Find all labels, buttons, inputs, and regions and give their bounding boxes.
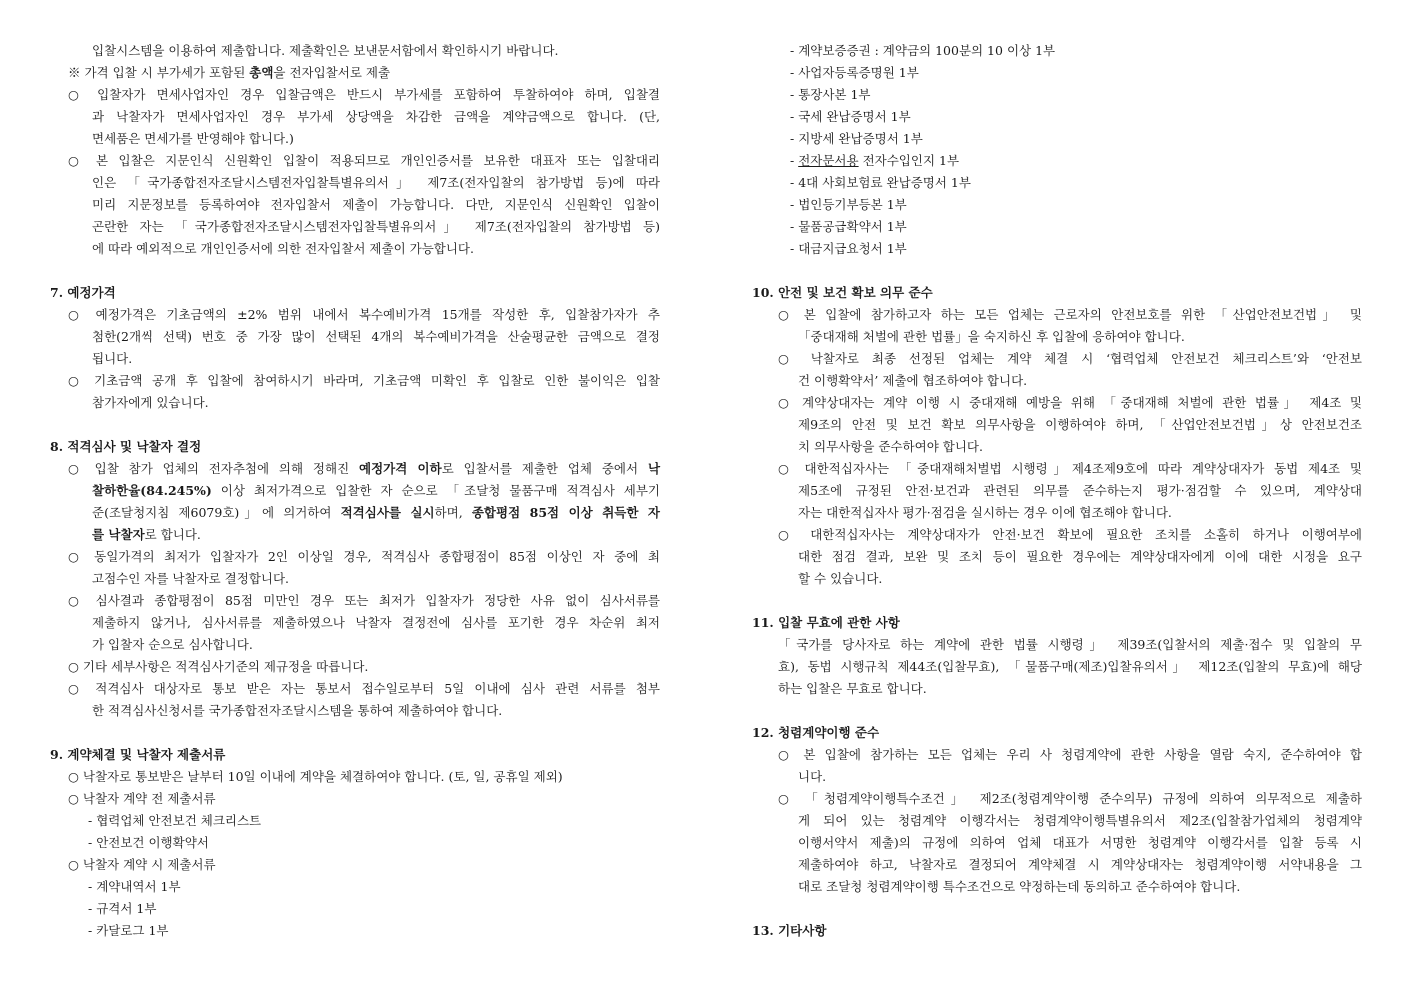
text-line: [50, 568, 660, 590]
text-segment: 7. 예정가격: [50, 285, 116, 300]
text-line: [752, 634, 1362, 656]
text-segment: 적격심사를 실시: [340, 505, 435, 520]
text-segment: - 대금지급요청서 1부: [790, 241, 907, 256]
text-segment: 「중대재해 처벌에 관한 법률」을 숙지하신 후 입찰에 응하여야 합니다.: [798, 329, 1185, 344]
text-line: [50, 920, 660, 942]
text-segment: 이행서약서 제출)의 규정에 의하여 업체 대표가 서명한 청렴계약 이행각서를 입찰 등록 시: [798, 835, 1362, 850]
text-segment: 면세품은 면세가를 반영해야 합니다.): [92, 131, 294, 146]
text-segment: 을 전자입찰서로 제출: [273, 65, 391, 80]
text-line: [50, 832, 660, 854]
text-segment: 제9조의 안전 및 보건 확보 의무사항을 이행하여야 하며, 「산업안전보건법」상 안전보건조: [798, 417, 1362, 432]
text-line: [752, 370, 1362, 392]
text-segment: ○ 예정가격은 기초금액의 ±2% 범위 내에서 복수예비가격 15개를 작성한 후, 입찰참가자가 추: [68, 307, 660, 322]
text-line: [50, 304, 660, 326]
text-line: [752, 326, 1362, 348]
text-line: [50, 392, 660, 414]
text-segment: 로 합니다.: [144, 527, 201, 542]
text-line: [752, 480, 1362, 502]
text-line: [752, 524, 1362, 546]
text-segment: 전자수입인지 1부: [858, 153, 960, 168]
text-line: [752, 238, 1362, 260]
text-segment: - 사업자등록증명원 1부: [790, 65, 919, 80]
text-segment: 10. 안전 및 보건 확보 의무 준수: [752, 285, 933, 300]
text-segment: 할 수 있습니다.: [798, 571, 883, 586]
text-segment: 입찰시스템을 이용하여 제출합니다. 제출확인은 보낸문서함에서 확인하시기 바랍니다.: [92, 43, 559, 58]
text-segment: ○ 기초금액 공개 후 입찰에 참여하시기 바라며, 기초금액 미확인 후 입찰로 인한 불이익은 입찰: [68, 373, 660, 388]
text-segment: 게 되어 있는 청렴계약 이행각서는 청렴계약이행특별유의서 제2조(입찰참가업체의 청렴계약: [798, 813, 1362, 828]
text-segment: ○ 낙찰자로 최종 선정된 업체는 계약 체결 시 ‘협력업체 안전보건 체크리스트’와 ‘안전보: [778, 351, 1362, 366]
text-line: [50, 810, 660, 832]
text-line: [752, 40, 1362, 62]
text-segment: 13. 기타사항: [752, 923, 827, 938]
text-segment: - 규격서 1부: [88, 901, 157, 916]
text-segment: - 지방세 완납증명서 1부: [790, 131, 923, 146]
section-heading: [752, 722, 1362, 744]
text-line: [752, 172, 1362, 194]
text-segment: 과 낙찰자가 면세사업자인 경우 부가세 상당액을 차감한 금액을 계약금액으로 합니다. (단,: [92, 109, 660, 124]
text-line: [752, 216, 1362, 238]
text-segment: 됩니다.: [92, 351, 133, 366]
text-segment: - 카달로그 1부: [88, 923, 169, 938]
section-heading: [50, 436, 660, 458]
text-segment: 첨한(2개씩 선택) 번호 중 가장 많이 선택된 4개의 복수예비가격을 산술평균한 금액으로 결정: [92, 329, 660, 344]
text-line: [50, 194, 660, 216]
text-line: [50, 590, 660, 612]
text-segment: 한 적격심사신청서를 국가종합전자조달시스템을 통하여 제출하여야 합니다.: [92, 703, 503, 718]
text-segment: 치 의무사항을 준수하여야 합니다.: [798, 439, 983, 454]
text-line: [752, 150, 1362, 172]
text-line: [50, 40, 660, 62]
text-line: [50, 898, 660, 920]
text-segment: 찰하한율(84.245%): [92, 483, 212, 498]
text-segment: - 4대 사회보험료 완납증명서 1부: [790, 175, 971, 190]
text-line: [752, 810, 1362, 832]
text-segment: ○ 본 입찰에 참가하는 모든 업체는 우리 사 청렴계약에 관한 사항을 열람 숙지, 준수하여야 합: [778, 747, 1362, 762]
text-segment: 8. 적격심사 및 낙찰자 결정: [50, 439, 202, 454]
text-segment: 대한 점검 결과, 보완 및 조치 등이 필요한 경우에는 계약상대자에게 이에 대한 시정을 요구: [798, 549, 1362, 564]
text-line: [752, 546, 1362, 568]
text-segment: ○ 계약상대자는 계약 이행 시 중대재해 예방을 위해 「중대재해 처벌에 관한 법률」 제4조 및: [778, 395, 1362, 410]
text-segment: - 계약내역서 1부: [88, 879, 181, 894]
text-line: [752, 656, 1362, 678]
text-segment: ○ 낙찰자 계약 전 제출서류: [68, 791, 216, 806]
text-segment: 제출하여야 하고, 낙찰자로 결정되어 계약체결 시 계약상대자는 청렴계약이행 서약내용을 그: [798, 857, 1362, 872]
text-segment: 낙: [647, 461, 661, 476]
text-segment: 인은 「국가종합전자조달시스템전자입찰특별유의서」 제7조(전자입찰의 참가방법 등)에 따라: [92, 175, 660, 190]
text-line: [50, 656, 660, 678]
text-segment: ○ 심사결과 종합평점이 85점 미만인 경우 또는 최저가 입찰자가 정당한 사유 없이 심사서류를: [68, 593, 660, 608]
text-segment: - 협력업체 안전보건 체크리스트: [88, 813, 262, 828]
text-segment: 를 낙찰자: [92, 527, 145, 542]
section-heading: [752, 282, 1362, 304]
text-segment: 대로 조달청 청렴계약이행 특수조건으로 약정하는데 동의하고 준수하여야 합니다.: [798, 879, 1241, 894]
text-segment: 곤란한 자는 「국가종합전자조달시스템전자입찰특별유의서」 제7조(전자입찰의 참가방법 등): [92, 219, 660, 234]
text-line: [50, 150, 660, 172]
text-segment: 이상 최저가격으로 입찰한 자 순으로 「조달청 물품구매 적격심사 세부기: [211, 483, 660, 498]
text-line: [752, 458, 1362, 480]
text-line: [752, 304, 1362, 326]
text-line: [50, 612, 660, 634]
section-heading: [50, 744, 660, 766]
text-segment: - 통장사본 1부: [790, 87, 871, 102]
text-segment: 니다.: [798, 769, 827, 784]
text-line: [50, 766, 660, 788]
text-segment: 하며,: [434, 505, 472, 520]
text-segment: ○ 본 입찰에 참가하고자 하는 모든 업체는 근로자의 안전보호를 위한 「산업안전보건법」 및: [778, 307, 1362, 322]
text-segment: ○ 입찰 참가 업체의 전자추첨에 의해 정해진: [68, 461, 360, 476]
text-segment: ○ 적격심사 대상자로 통보 받은 자는 통보서 접수일로부터 5일 이내에 심사 관련 서류를 첨부: [68, 681, 660, 696]
section-heading: [752, 612, 1362, 634]
text-segment: ○ 낙찰자로 통보받은 날부터 10일 이내에 계약을 체결하여야 합니다. (토, 일, 공휴일 제외): [68, 769, 563, 784]
text-line: [752, 678, 1362, 700]
text-segment: ○ 기타 세부사항은 적격심사기준의 제규정을 따릅니다.: [68, 659, 369, 674]
text-line: [50, 84, 660, 106]
text-line: [50, 700, 660, 722]
text-line: [50, 62, 660, 84]
text-segment: 전자문서용: [798, 153, 859, 168]
text-line: [752, 876, 1362, 898]
text-segment: ○ 입찰자가 면세사업자인 경우 입찰금액은 반드시 부가세를 포함하여 투찰하여야 하며, 입찰결: [68, 87, 660, 102]
text-segment: 미리 지문정보를 등록하여야 전자입찰서 제출이 가능합니다. 다만, 지문인식 신원확인 입찰이: [92, 197, 660, 212]
text-line: [752, 788, 1362, 810]
text-segment: ○ 낙찰자 계약 시 제출서류: [68, 857, 216, 872]
text-line: [752, 568, 1362, 590]
text-line: [752, 832, 1362, 854]
text-line: [50, 788, 660, 810]
text-segment: 9. 계약체결 및 낙찰자 제출서류: [50, 747, 226, 762]
text-line: [752, 62, 1362, 84]
text-line: [752, 84, 1362, 106]
text-segment: 하는 입찰은 무효로 합니다.: [778, 681, 927, 696]
text-line: [50, 678, 660, 700]
text-segment: 자는 대한적십자사 평가·점검을 실시하는 경우 이에 협조해야 합니다.: [798, 505, 1172, 520]
text-line: [50, 854, 660, 876]
text-line: [50, 370, 660, 392]
text-segment: 가 입찰자 순으로 심사합니다.: [92, 637, 253, 652]
text-line: [752, 436, 1362, 458]
text-line: [50, 106, 660, 128]
text-line: [752, 392, 1362, 414]
text-line: [50, 876, 660, 898]
text-segment: - 물품공급확약서 1부: [790, 219, 907, 234]
text-line: [50, 480, 660, 502]
text-segment: 에 따라 예외적으로 개인인증서에 의한 전자입찰서 제출이 가능합니다.: [92, 241, 474, 256]
text-segment: ○ 대한적십자사는 계약상대자가 안전·보건 확보에 필요한 조치를 소홀히 하거나 이행여부에: [778, 527, 1362, 542]
text-segment: - 국세 완납증명서 1부: [790, 109, 911, 124]
text-segment: 11. 입찰 무효에 관한 사항: [752, 615, 900, 630]
text-segment: ○ 「청렴계약이행특수조건」 제2조(청렴계약이행 준수의무) 규정에 의하여 의무적으로 제출하: [778, 791, 1362, 806]
text-segment: ※ 가격 입찰 시 부가세가 포함된: [68, 65, 250, 80]
text-line: [50, 238, 660, 260]
text-line: [50, 524, 660, 546]
text-line: [50, 546, 660, 568]
text-segment: 총액: [249, 65, 274, 80]
text-segment: ○ 대한적십자사는 「중대재해처벌법 시행령」제4조제9호에 따라 계약상대자가 동법 제4조 및: [778, 461, 1362, 476]
text-line: [50, 348, 660, 370]
text-line: [50, 458, 660, 480]
text-segment: 효), 동법 시행규칙 제44조(입찰무효), 「물품구매(제조)입찰유의서」 제12조(입찰의 무효)에 해당: [778, 659, 1362, 674]
text-segment: 제5조에 규정된 안전·보건과 관련된 의무를 준수하는지 평가·점검할 수 있으며, 계약상대: [798, 483, 1362, 498]
text-segment: 12. 청렴계약이행 준수: [752, 725, 880, 740]
text-segment: 건 이행확약서’ 제출에 협조하여야 합니다.: [798, 373, 1028, 388]
text-line: [752, 854, 1362, 876]
section-heading: [752, 920, 1362, 942]
text-segment: - 안전보건 이행확약서: [88, 835, 209, 850]
text-line: [752, 766, 1362, 788]
text-segment: - 법인등기부등본 1부: [790, 197, 907, 212]
text-segment: ○ 동일가격의 최저가 입찰자가 2인 이상일 경우, 적격심사 종합평점이 85점 이상인 자 중에 최: [68, 549, 660, 564]
text-segment: 로 입찰서를 제출한 업체 중에서: [441, 461, 648, 476]
text-segment: - 계약보증증권 : 계약금의 100분의 10 이상 1부: [790, 43, 1056, 58]
text-line: [752, 414, 1362, 436]
text-line: [50, 172, 660, 194]
text-line: [752, 106, 1362, 128]
text-line: [752, 502, 1362, 524]
text-line: [752, 194, 1362, 216]
section-heading: [50, 282, 660, 304]
text-segment: ○ 본 입찰은 지문인식 신원확인 입찰이 적용되므로 개인인증서를 보유한 대표자 또는 입찰대리: [68, 153, 660, 168]
text-segment: 준(조달청지침 제6079호)」에 의거하여: [92, 505, 341, 520]
text-segment: 종합평점 85점 이상 취득한 자: [471, 505, 660, 520]
text-segment: 제출하지 않거나, 심사서류를 제출하였으나 낙찰자 결정전에 심사를 포기한 경우 차순위 최저: [92, 615, 660, 630]
text-line: [50, 128, 660, 150]
text-line: [752, 348, 1362, 370]
text-segment: 고점수인 자를 낙찰자로 결정합니다.: [92, 571, 290, 586]
text-line: [752, 744, 1362, 766]
text-line: [50, 216, 660, 238]
text-line: [752, 128, 1362, 150]
text-line: [50, 502, 660, 524]
text-segment: -: [790, 153, 799, 168]
text-segment: 참가자에게 있습니다.: [92, 395, 209, 410]
text-line: [50, 326, 660, 348]
text-line: [50, 634, 660, 656]
text-segment: 「국가를 당사자로 하는 계약에 관한 법률 시행령」 제39조(입찰서의 제출·접수 및 입찰의 무: [778, 637, 1362, 652]
text-segment: 예정가격 이하: [359, 461, 442, 476]
